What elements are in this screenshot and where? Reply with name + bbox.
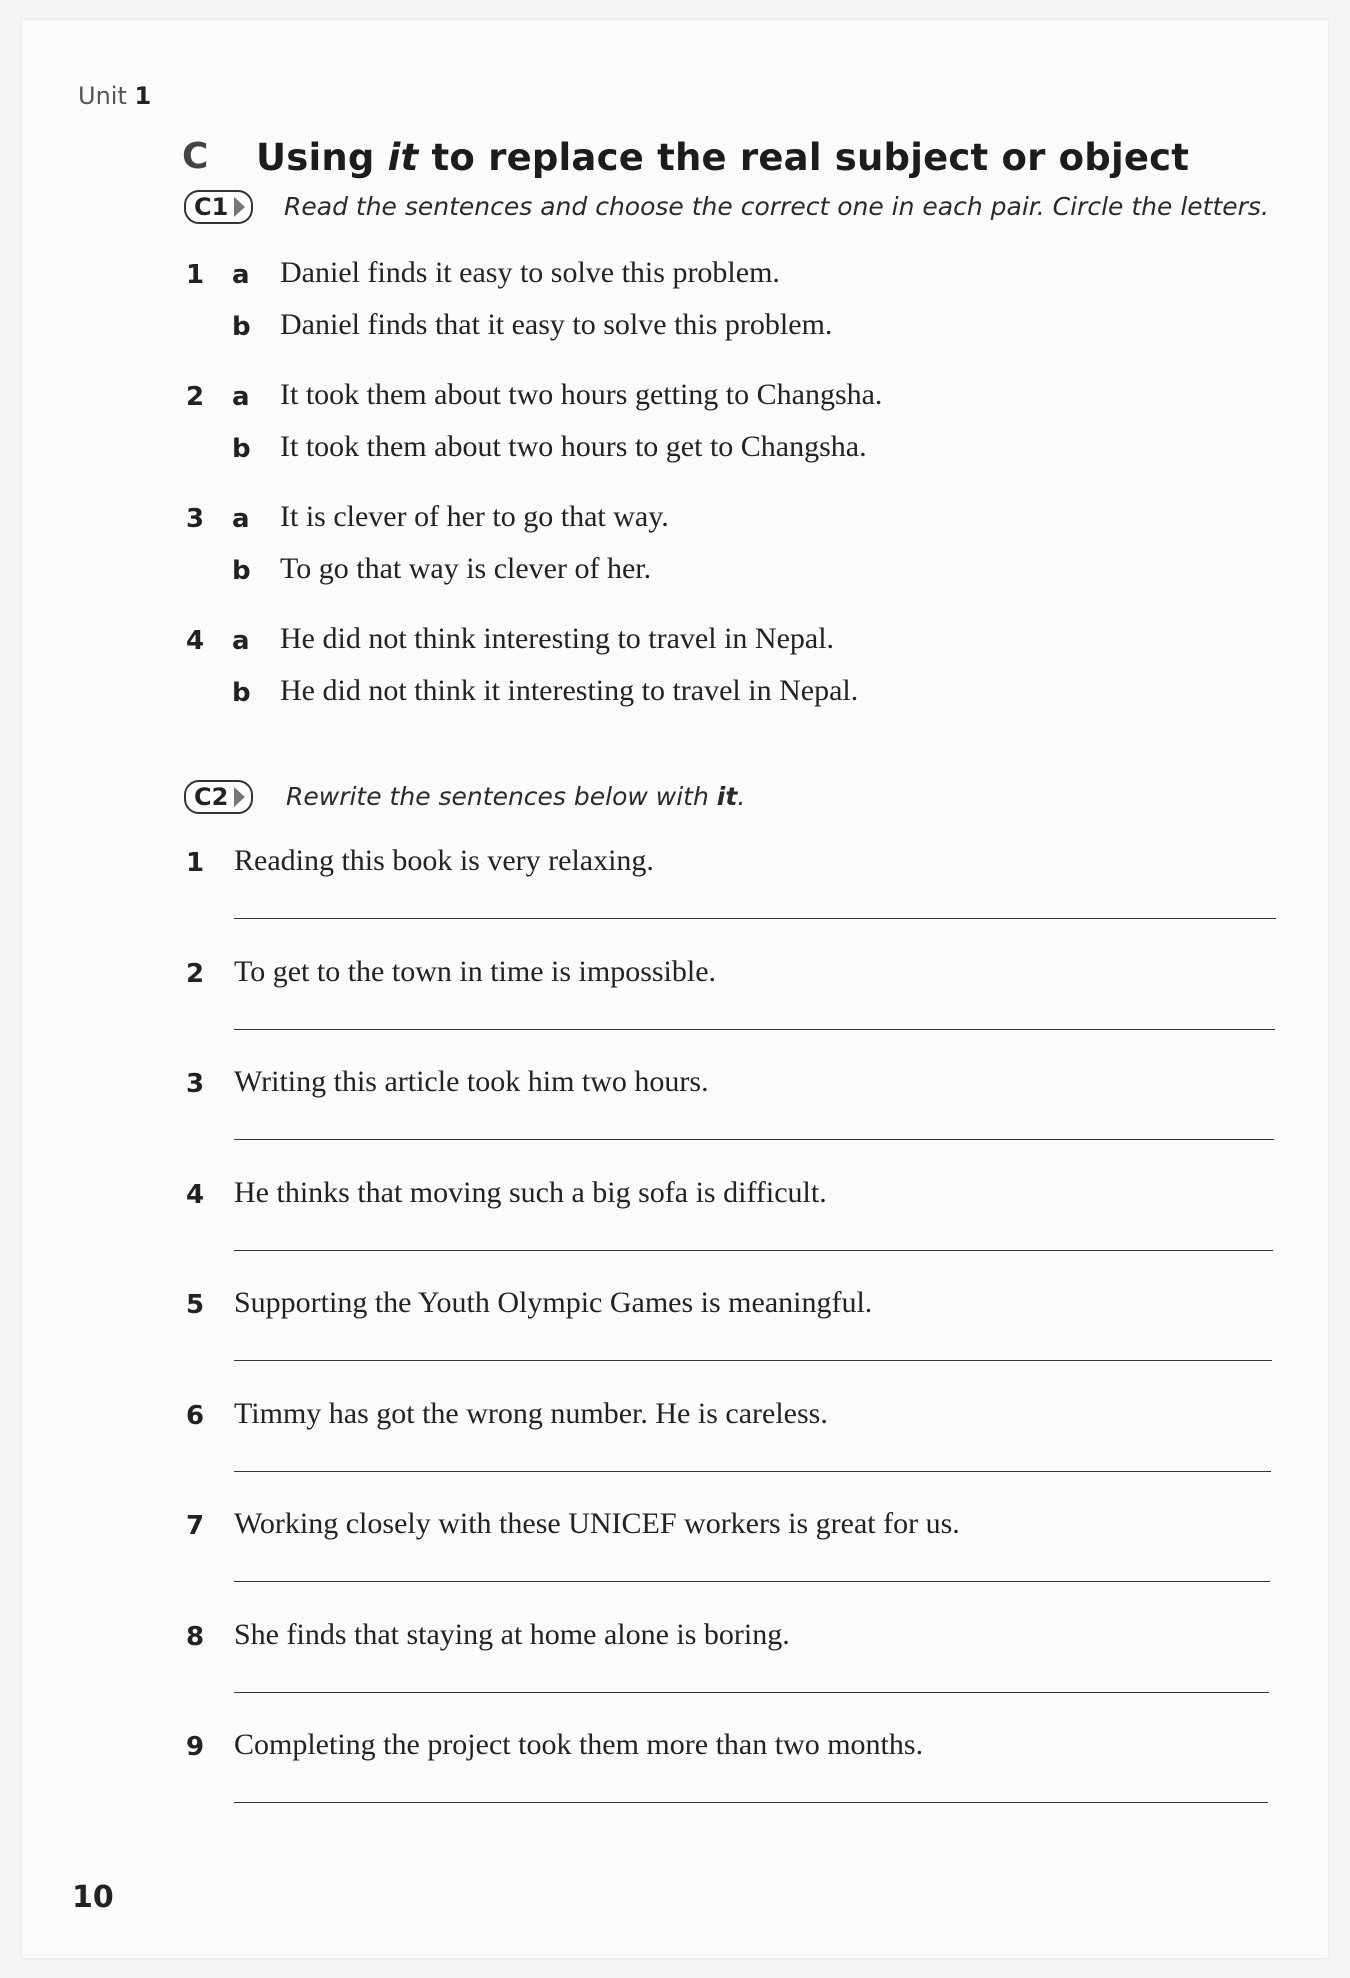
play-arrow-icon bbox=[234, 197, 245, 217]
item-number: 5 bbox=[186, 1290, 205, 1320]
option-letter-b: b bbox=[232, 678, 251, 708]
sentence-to-rewrite: Working closely with these UNICEF workers is great for us. bbox=[234, 1507, 960, 1540]
c1-instruction: Read the sentences and choose the correct one in each pair. Circle the letters. bbox=[284, 192, 1269, 221]
sentence-to-rewrite: Reading this book is very relaxing. bbox=[234, 844, 654, 877]
play-arrow-icon bbox=[234, 787, 245, 807]
sentence-option-b: He did not think it interesting to travel in Nepal. bbox=[280, 674, 859, 707]
answer-line[interactable] bbox=[234, 1029, 1275, 1030]
item-number: 6 bbox=[186, 1401, 205, 1431]
option-letter-a: a bbox=[232, 382, 250, 412]
c2-badge: C2 bbox=[184, 780, 253, 814]
sentence-to-rewrite: Completing the project took them more than two months. bbox=[234, 1728, 924, 1761]
item-number: 4 bbox=[186, 626, 205, 656]
option-letter-b: b bbox=[232, 434, 251, 464]
item-number: 4 bbox=[186, 1180, 205, 1210]
option-letter-b: b bbox=[232, 556, 251, 586]
answer-line[interactable] bbox=[234, 1692, 1269, 1693]
c2-instruction: Rewrite the sentences below with it. bbox=[286, 782, 746, 811]
sentence-option-b: To go that way is clever of her. bbox=[280, 552, 652, 585]
sentence-option-a: It took them about two hours getting to Changsha. bbox=[280, 378, 883, 411]
workbook-page bbox=[22, 20, 1328, 1958]
answer-line[interactable] bbox=[234, 1139, 1274, 1140]
answer-line[interactable] bbox=[234, 1250, 1273, 1251]
sentence-to-rewrite: To get to the town in time is impossible. bbox=[234, 955, 717, 988]
sentence-to-rewrite: She finds that staying at home alone is boring. bbox=[234, 1618, 790, 1651]
item-number: 3 bbox=[186, 504, 205, 534]
page-number: 10 bbox=[72, 1880, 114, 1915]
sentence-to-rewrite: He thinks that moving such a big sofa is difficult. bbox=[234, 1176, 827, 1209]
answer-line[interactable] bbox=[234, 1581, 1270, 1582]
answer-line[interactable] bbox=[234, 918, 1276, 919]
item-number: 2 bbox=[186, 382, 205, 412]
item-number: 3 bbox=[186, 1069, 205, 1099]
option-letter-a: a bbox=[232, 504, 250, 534]
sentence-option-b: It took them about two hours to get to Changsha. bbox=[280, 430, 867, 463]
answer-line[interactable] bbox=[234, 1802, 1268, 1803]
item-number: 8 bbox=[186, 1622, 205, 1652]
option-letter-b: b bbox=[232, 312, 251, 342]
section-letter: C bbox=[182, 136, 209, 177]
answer-line[interactable] bbox=[234, 1471, 1271, 1472]
item-number: 2 bbox=[186, 959, 205, 989]
item-number: 1 bbox=[186, 260, 205, 290]
sentence-option-a: It is clever of her to go that way. bbox=[280, 500, 669, 533]
option-letter-a: a bbox=[232, 626, 250, 656]
sentence-to-rewrite: Timmy has got the wrong number. He is careless. bbox=[234, 1397, 828, 1430]
item-number: 7 bbox=[186, 1511, 205, 1541]
option-letter-a: a bbox=[232, 260, 250, 290]
sentence-option-a: He did not think interesting to travel in Nepal. bbox=[280, 622, 835, 655]
sentence-to-rewrite: Writing this article took him two hours. bbox=[234, 1065, 709, 1098]
section-title: Using it to replace the real subject or object bbox=[256, 136, 1190, 179]
answer-line[interactable] bbox=[234, 1360, 1272, 1361]
item-number: 1 bbox=[186, 848, 205, 878]
c1-badge: C1 bbox=[184, 190, 253, 224]
sentence-option-b: Daniel finds that it easy to solve this problem. bbox=[280, 308, 833, 341]
sentence-to-rewrite: Supporting the Youth Olympic Games is meaningful. bbox=[234, 1286, 873, 1319]
unit-label: Unit 1 bbox=[78, 82, 152, 110]
item-number: 9 bbox=[186, 1732, 205, 1762]
sentence-option-a: Daniel finds it easy to solve this problem. bbox=[280, 256, 780, 289]
